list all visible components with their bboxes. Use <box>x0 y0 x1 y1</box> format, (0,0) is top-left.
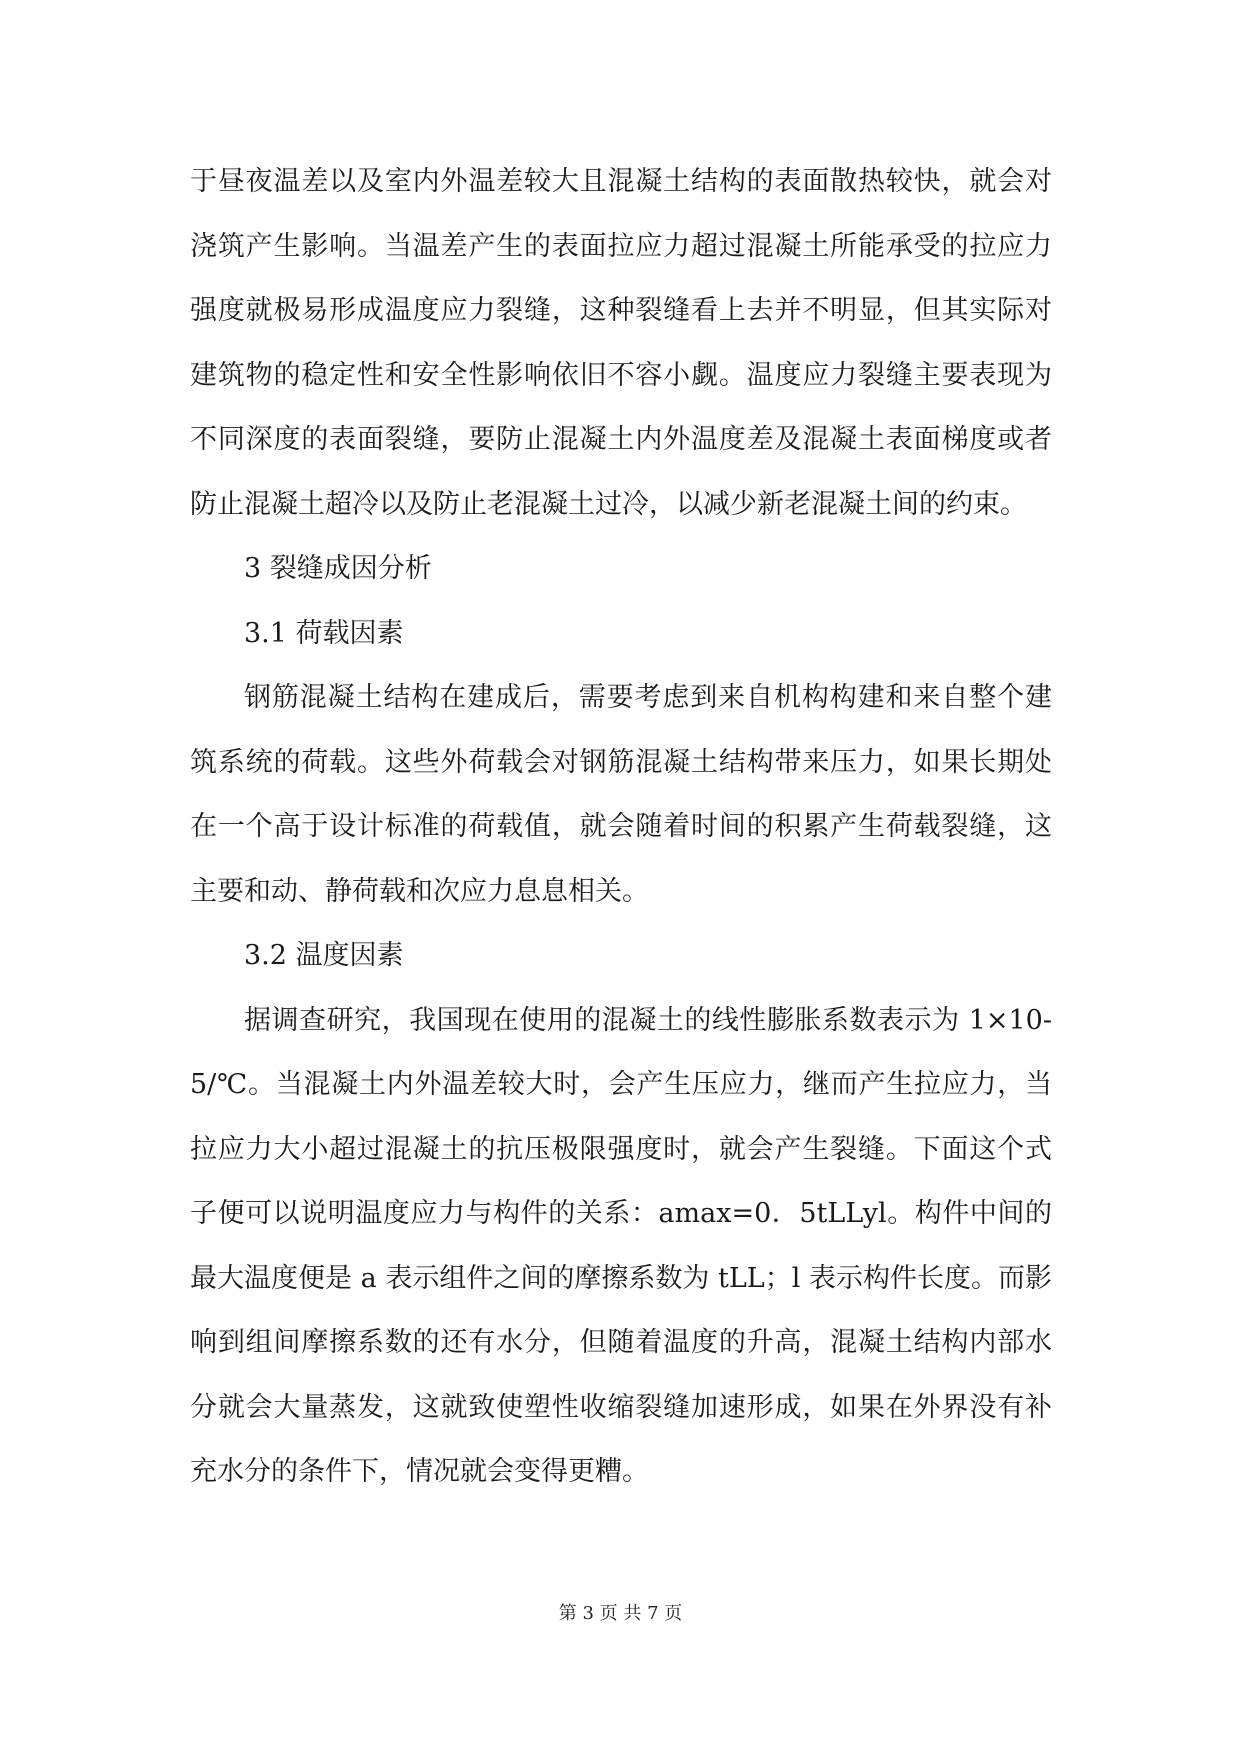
section-heading-crack-causes: 3 裂缝成因分析 <box>244 553 432 584</box>
page-body <box>190 150 1052 1505</box>
page-number-footer: 第 3 页 共 7 页 <box>558 1603 683 1624</box>
paragraph-temperature-factors: 据调查研究，我国现在使用的混凝土的线性膨胀系数表示为 1×10-5/℃。当混凝土内外温差较大时，会产生压应力，继而产生拉应力，当拉应力大小超过混凝土的抗压极限强度时，就会产生裂缝。下面这个式子便可以说明温度应力与构件的关系：amax=0．5tLLyl。构件中间的最大温度便是 a 表示组件之间的摩擦系数为 tLL；l 表示构件长度。而影响到组间摩擦系数的还有水分，但随着温度的升高，混凝土结构内部水分就会大量蒸发，这就致使塑性收缩裂缝加速形成，如果在外界没有补充水分的条件下，情况就会变得更糟。 <box>190 1004 1052 1487</box>
paragraph-load-factors: 钢筋混凝土结构在建成后，需要考虑到来自机构构建和来自整个建筑系统的荷载。这些外荷载会对钢筋混凝土结构带来压力，如果长期处在一个高于设计标准的荷载值，就会随着时间的积累产生荷载裂缝，这主要和动、静荷载和次应力息息相关。 <box>190 682 1052 907</box>
subsection-heading-load-factors: 3.1 荷载因素 <box>244 617 404 649</box>
subsection-heading-temperature-factors: 3.2 温度因素 <box>244 940 404 971</box>
paragraph-temperature-stress: 于昼夜温差以及室内外温差较大且混凝土结构的表面散热较快，就会对浇筑产生影响。当温差产生的表面拉应力超过混凝土所能承受的拉应力强度就极易形成温度应力裂缝，这种裂缝看上去并不明显，但其实际对建筑物的稳定性和安全性影响依旧不容小觑。温度应力裂缝主要表现为不同深度的表面裂缝，要防止混凝土内外温度差及混凝土表面梯度或者防止混凝土超冷以及防止老混凝土过冷，以减少新老混凝土间的约束。 <box>190 166 1052 520</box>
